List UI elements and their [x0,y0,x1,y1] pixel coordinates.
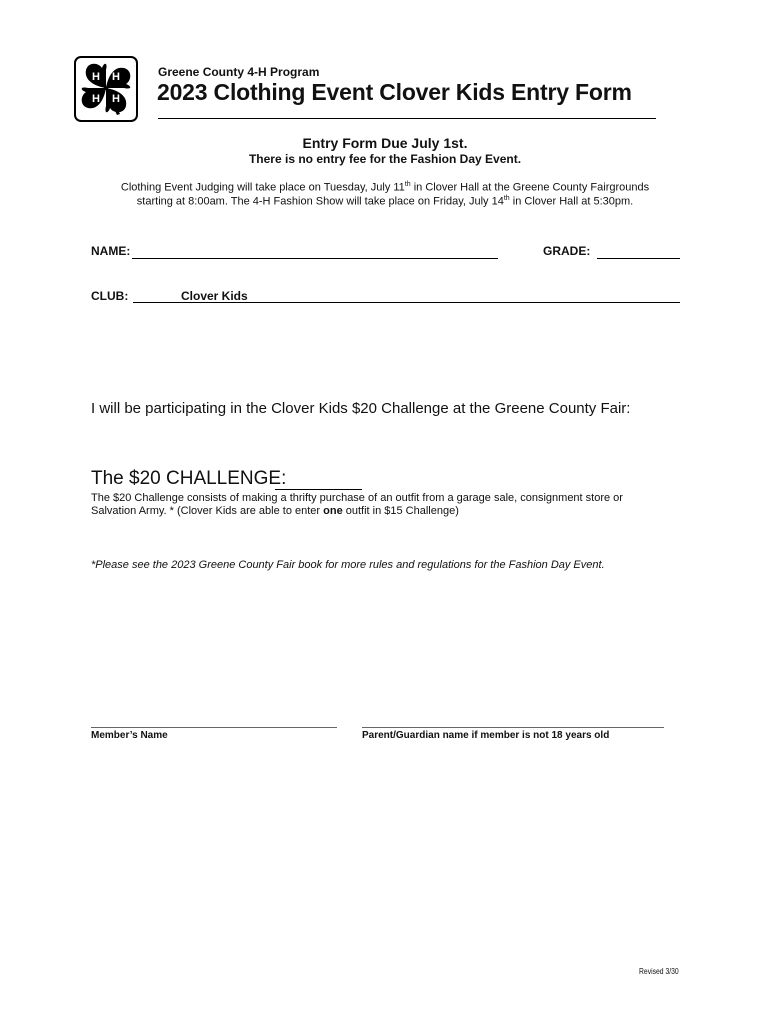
member-name-label: Member’s Name [91,730,168,741]
info-superscript: th [404,181,411,188]
challenge-description-1: The $20 Challenge consists of making a thrifty purchase of an outfit from a garage sale, consignment store or [91,492,623,504]
challenge-text: outfit in $15 Challenge) [342,505,459,517]
guardian-signature-line[interactable] [362,727,664,728]
svg-text:H: H [112,93,120,105]
page-title: 2023 Clothing Event Clover Kids Entry Form [157,79,632,105]
judging-info-line-1 [0,181,770,194]
club-value: Clover Kids [181,289,248,303]
name-field[interactable] [132,258,498,259]
grade-field[interactable] [597,258,680,259]
program-name: Greene County 4-H Program [158,65,320,79]
info-text: in Clover Hall at the Greene County Fairgrounds [410,181,650,194]
svg-text:H: H [112,71,120,83]
info-text: starting at 8:00am. The 4-H Fashion Show will take place on Friday, July 14 [136,195,504,208]
grade-label: GRADE: [543,244,591,258]
name-label: NAME: [91,244,131,258]
info-text: in Clover Hall at 5:30pm. [509,195,634,208]
rules-note: *Please see the 2023 Greene County Fair book for more rules and regulations for the Fashion Day Event. [91,559,605,571]
challenge-field[interactable] [275,489,362,490]
member-signature-line[interactable] [91,727,337,728]
info-superscript: th [503,195,510,202]
title-divider [158,118,656,119]
due-date-notice: Entry Form Due July 1st. [302,135,468,151]
judging-info-line-2 [0,195,770,208]
revision-note: Revised 3/30 [639,967,679,976]
fee-notice: There is no entry fee for the Fashion Day Event. [248,152,522,166]
challenge-heading: The $20 CHALLENGE: [91,468,287,489]
participation-statement: I will be participating in the Clover Kids $20 Challenge at the Greene County Fair: [91,400,631,417]
4-h-clover-logo-icon [74,56,138,122]
info-text: Clothing Event Judging will take place on Tuesday, July 11 [120,181,405,194]
svg-text:H: H [92,71,100,83]
svg-text:H: H [92,93,100,105]
challenge-description-2 [91,505,459,517]
guardian-name-label: Parent/Guardian name if member is not 18 years old [362,730,610,741]
challenge-emphasis: one [323,505,343,517]
club-label: CLUB: [91,289,129,303]
challenge-text: Salvation Army. * (Clover Kids are able to enter [91,505,324,517]
